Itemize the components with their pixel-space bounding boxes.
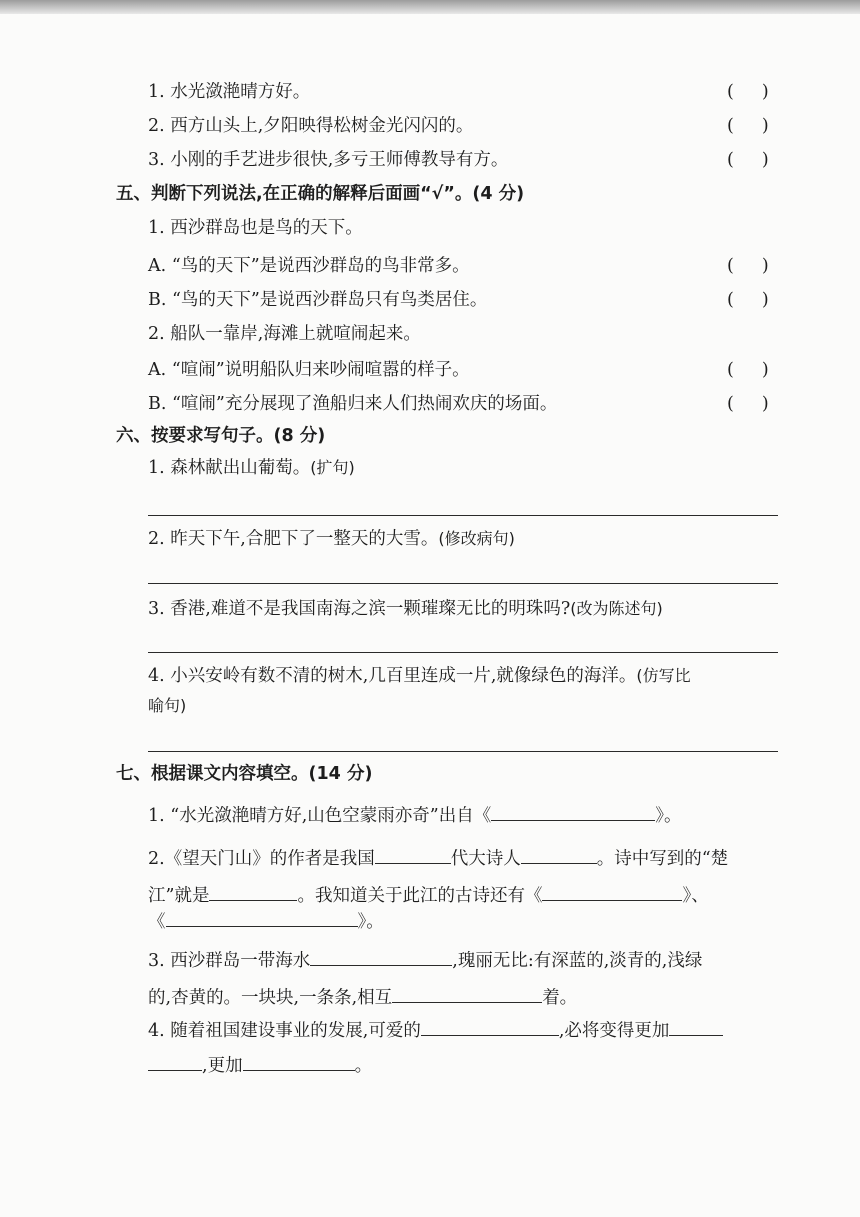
s6-q1-answer-line[interactable] bbox=[148, 515, 778, 516]
s6-q4-answer-line[interactable] bbox=[148, 751, 778, 752]
s7-q2-blank-dynasty[interactable] bbox=[375, 843, 451, 864]
s7-q3-line2: 的,杏黄的。一块块,一条条,相互 着。 bbox=[148, 982, 577, 1010]
s7-q3-line1: 3. 西沙群岛一带海水 ,瑰丽无比:有深蓝的,淡青的,浅绿 bbox=[148, 945, 702, 973]
q4-item-2: 2. 西方山头上,夕阳映得松树金光闪闪的。 bbox=[148, 116, 474, 136]
s6-q4-note-cont: 喻句) bbox=[148, 696, 187, 715]
s7-q4-blank-2b[interactable] bbox=[148, 1050, 202, 1071]
s7-q2-line1: 2.《望天门山》的作者是我国 代大诗人 。诗中写到的“楚 bbox=[148, 843, 728, 871]
s5-q2-option-b-paren[interactable]: ( ) bbox=[727, 394, 769, 414]
s7-q2-blank-river[interactable] bbox=[209, 880, 297, 901]
s7-q2-line2: 江”就是 。我知道关于此江的古诗还有《 》、 bbox=[148, 880, 709, 908]
s7-q4-line1: 4. 随着祖国建设事业的发展,可爱的 ,必将变得更加 bbox=[148, 1015, 723, 1043]
section-6-heading: 六、按要求写句子。(8 分) bbox=[116, 426, 326, 446]
scan-top-edge bbox=[0, 0, 860, 14]
q4-item-1: 1. 水光潋滟晴方好。 bbox=[148, 82, 311, 102]
s6-q1: 1. 森林献出山葡萄。(扩句) bbox=[148, 458, 355, 478]
section-7-heading: 七、根据课文内容填空。(14 分) bbox=[116, 764, 373, 784]
s7-q1-blank[interactable] bbox=[491, 800, 655, 821]
s6-q4: 4. 小兴安岭有数不清的树木,几百里连成一片,就像绿色的海洋。(仿写比 bbox=[148, 666, 691, 686]
q4-item-3: 3. 小刚的手艺进步很快,多亏王师傅教导有方。 bbox=[148, 150, 509, 170]
s7-q1: 1. “水光潋滟晴方好,山色空蒙雨亦奇”出自《 》。 bbox=[148, 800, 681, 828]
s7-q4-blank-1[interactable] bbox=[421, 1015, 559, 1036]
s6-q2: 2. 昨天下午,合肥下了一整天的大雪。(修改病句) bbox=[148, 529, 515, 549]
q4-item-3-answer-paren[interactable]: ( ) bbox=[727, 150, 769, 170]
s6-q3-answer-line[interactable] bbox=[148, 652, 778, 653]
q4-item-2-answer-paren[interactable]: ( ) bbox=[727, 116, 769, 136]
s5-q1: 1. 西沙群岛也是鸟的天下。 bbox=[148, 218, 363, 238]
s5-q1-option-b-paren[interactable]: ( ) bbox=[727, 290, 769, 310]
s7-q4-blank-3[interactable] bbox=[243, 1050, 355, 1071]
s7-q2-blank-poem2[interactable] bbox=[166, 906, 358, 927]
s5-q2-option-a: A. “喧闹”说明船队归来吵闹喧嚣的样子。 bbox=[148, 360, 470, 380]
section-5-heading: 五、判断下列说法,在正确的解释后面画“√”。(4 分) bbox=[116, 184, 525, 204]
s7-q3-blank-2[interactable] bbox=[392, 982, 542, 1003]
s5-q2: 2. 船队一靠岸,海滩上就喧闹起来。 bbox=[148, 324, 421, 344]
s7-q3-blank-1[interactable] bbox=[310, 945, 452, 966]
s7-q2-blank-poem1[interactable] bbox=[542, 880, 682, 901]
s7-q2-line3: 《 》。 bbox=[148, 906, 384, 934]
s5-q2-option-b: B. “喧闹”充分展现了渔船归来人们热闹欢庆的场面。 bbox=[148, 394, 558, 414]
s6-q2-answer-line[interactable] bbox=[148, 583, 778, 584]
s5-q1-option-b: B. “鸟的天下”是说西沙群岛只有鸟类居住。 bbox=[148, 290, 488, 310]
q4-item-1-answer-paren[interactable]: ( ) bbox=[727, 82, 769, 102]
s7-q4-blank-2a[interactable] bbox=[669, 1015, 723, 1036]
s5-q1-option-a-paren[interactable]: ( ) bbox=[727, 256, 769, 276]
s7-q4-line2: ,更加 。 bbox=[148, 1050, 372, 1078]
s7-q2-blank-poet[interactable] bbox=[521, 843, 597, 864]
s5-q2-option-a-paren[interactable]: ( ) bbox=[727, 360, 769, 380]
s5-q1-option-a: A. “鸟的天下”是说西沙群岛的鸟非常多。 bbox=[148, 256, 470, 276]
s6-q3: 3. 香港,难道不是我国南海之滨一颗璀璨无比的明珠吗?(改为陈述句) bbox=[148, 599, 663, 619]
